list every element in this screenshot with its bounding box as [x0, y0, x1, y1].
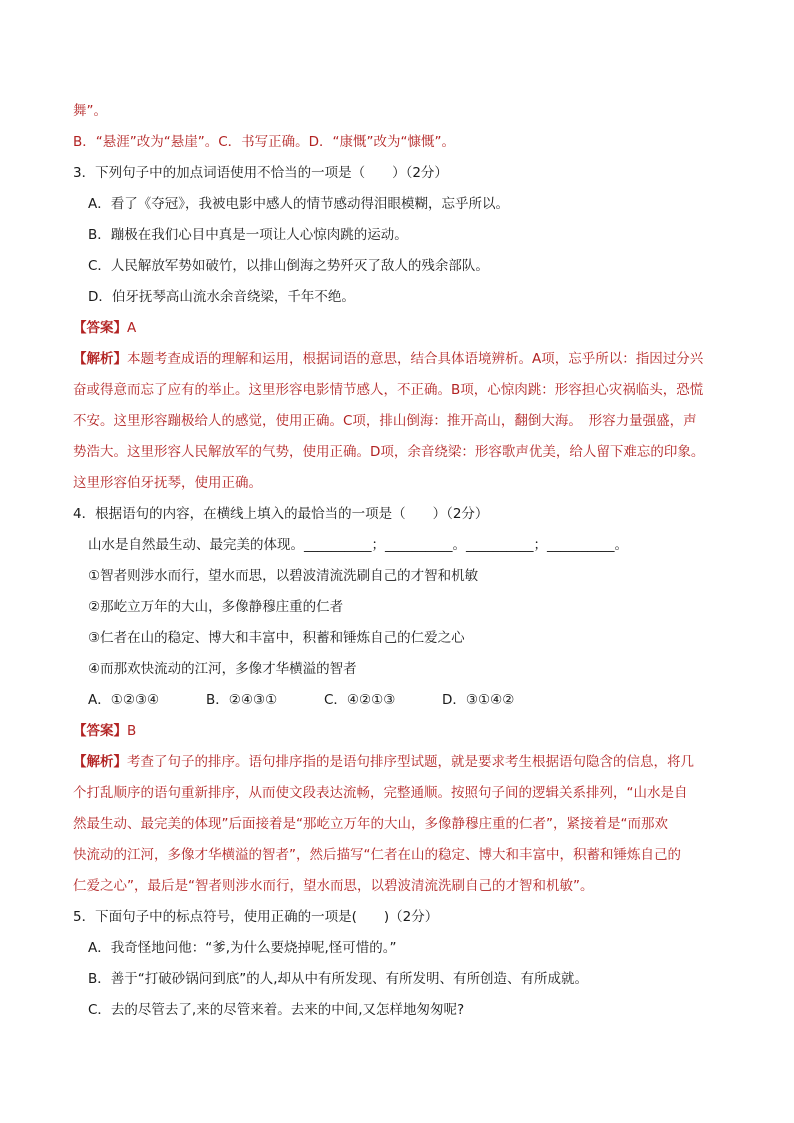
- question-3-explanation-line-5: 这里形容伯牙抚琴，使用正确。: [73, 475, 262, 491]
- question-4-explanation-line-3: 然最生动、最完美的体现”后面接着是“那屹立万年的大山，多像静穆庄重的仁者”，紧接着是“而那欢: [73, 816, 668, 832]
- question-3-answer: [73, 318, 136, 338]
- question-5-option-b: B．善于“打破砂锅问到底”的人,却从中有所发现、有所发明、有所创造、有所成就。: [88, 971, 589, 987]
- question-4-item-2: ②那屹立万年的大山，多像静穆庄重的仁者: [88, 599, 344, 615]
- question-3-explanation-line-3: 不安。这里形容蹦极给人的感觉，使用正确。C项，排山倒海：推开高山，翻倒大海。 形容力量强盛，声: [73, 413, 697, 429]
- question-4-option-b: B．②④③①: [206, 692, 278, 708]
- question-5-option-a: A．我奇怪地问他：“爹,为什么要烧掉呢,怪可惜的。”: [88, 940, 397, 956]
- answer-value: B: [127, 723, 137, 739]
- answer-tag: 【答案】: [73, 320, 127, 336]
- explanation-text: 本题考查成语的理解和运用，根据词语的意思，结合具体语境辨析。A项，忘乎所以：指因过分兴: [127, 351, 704, 367]
- question-3-stem: 3．下列句子中的加点词语使用不恰当的一项是（ ）（2分）: [73, 165, 448, 181]
- question-3-option-c: C．人民解放军势如破竹，以排山倒海之势歼灭了敌人的残余部队。: [88, 258, 489, 274]
- question-3-explanation-line-1: [73, 349, 703, 369]
- question-3-option-b: B．蹦极在我们心目中真是一项让人心惊肉跳的运动。: [88, 227, 408, 243]
- question-4-option-d: D．③①④②: [442, 692, 515, 708]
- question-4-explanation-line-2: 个打乱顺序的语句重新排序，从而使文段表达流畅，完整通顺。按照句子间的逻辑关系排列，“山水是自: [73, 785, 688, 801]
- question-5-option-c: C．去的尽管去了,来的尽管来着。去来的中间,又怎样地匆匆呢?: [88, 1002, 465, 1018]
- answer-tag: 【答案】: [73, 723, 127, 739]
- question-3-option-a: A．看了《夺冠》，我被电影中感人的情节感动得泪眼模糊，忘乎所以。: [88, 196, 509, 212]
- question-4-option-c: C．④②①③: [324, 692, 396, 708]
- question-4-answer: [73, 721, 136, 741]
- question-3-explanation-line-2: 奋或得意而忘了应有的举止。这里形容电影情节感人，不正确。B项，心惊肉跳：形容担心灾祸临头，恐慌: [73, 382, 704, 398]
- question-3-option-d: D．伯牙抚琴高山流水余音绕梁，千年不绝。: [88, 289, 355, 305]
- prev-explanation-tail: 舞”。: [73, 103, 107, 119]
- prev-explanation-line: B．“悬涯”改为“悬崖”。C．书写正确。D．“康慨”改为“慷慨”。: [73, 134, 456, 150]
- question-4-explanation-line-5: 仁爱之心”，最后是“智者则涉水而行，望水而思，以碧波清流洗刷自己的才智和机敏”。: [73, 878, 594, 894]
- question-4-explanation-line-4: 快流动的江河，多像才华横溢的智者”，然后描写“仁者在山的稳定、博大和丰富中，积蓄和锤炼自己的: [73, 847, 681, 863]
- question-5-stem: 5．下面句子中的标点符号，使用正确的一项是( )（2分）: [73, 909, 439, 925]
- explanation-tag: 【解析】: [73, 351, 127, 367]
- question-4-item-1: ①智者则涉水而行，望水而思，以碧波清流洗刷自己的才智和机敏: [88, 568, 479, 584]
- question-4-explanation-line-1: [73, 752, 694, 772]
- explanation-text: 考查了句子的排序。语句排序指的是语句排序型试题，就是要求考生根据语句隐含的信息，将几: [127, 754, 694, 770]
- question-4-sentence: 山水是自然最生动、最完美的体现。__________；__________。__________；__________。: [88, 537, 628, 553]
- question-4-item-3: ③仁者在山的稳定、博大和丰富中，积蓄和锤炼自己的仁爱之心: [88, 630, 465, 646]
- question-4-option-a: A．①②③④: [88, 692, 160, 708]
- question-3-explanation-line-4: 势浩大。这里形容人民解放军的气势，使用正确。D项，余音绕梁：形容歌声优美，给人留下难忘的印象。: [73, 444, 705, 460]
- answer-value: A: [127, 320, 137, 336]
- question-4-item-4: ④而那欢快流动的江河，多像才华横溢的智者: [88, 661, 357, 677]
- question-4-stem: 4．根据语句的内容，在横线上填入的最恰当的一项是（ ）（2分）: [73, 506, 489, 522]
- question-4-options: [88, 690, 560, 710]
- explanation-tag: 【解析】: [73, 754, 127, 770]
